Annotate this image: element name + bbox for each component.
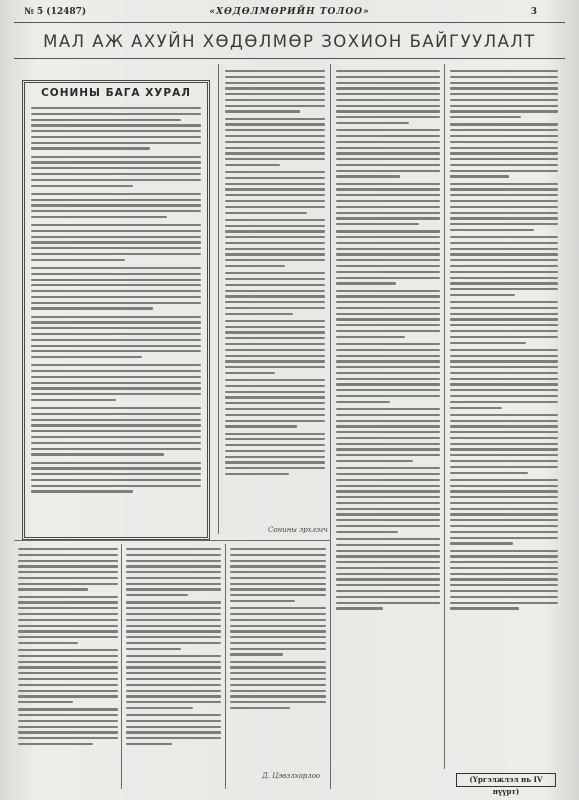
author-signature: Д. Цэвэлхорлоо — [262, 772, 321, 780]
editorial-box — [22, 80, 210, 540]
column-divider — [121, 544, 122, 789]
article-column-bottom-2 — [126, 548, 221, 749]
article-column-2 — [225, 70, 325, 479]
continued-note: (Үргэлжлэл нь IV нүүрт) — [456, 773, 556, 787]
article-column-3 — [336, 70, 440, 613]
column-divider — [330, 64, 331, 789]
article-column-bottom-3 — [230, 548, 326, 713]
column-divider — [444, 64, 445, 769]
running-header — [14, 4, 565, 20]
article-column-4 — [450, 70, 558, 613]
newspaper-name: «ХӨДӨЛМӨРИЙН ТОЛОО» — [209, 7, 370, 17]
editor-signature: Сонины эрхлэгч — [268, 526, 328, 534]
box-title: СОНИНЫ БАГА ХУРАЛ — [41, 87, 191, 99]
page-number: 3 — [530, 7, 537, 17]
section-rule — [14, 540, 330, 541]
page-headline: МАЛ АЖ АХУЙН ХӨДӨЛМӨР ЗОХИОН БАЙГУУЛАЛТ — [43, 32, 536, 51]
header-rule — [14, 22, 565, 23]
box-text-block — [31, 107, 201, 496]
column-divider — [225, 544, 226, 789]
article-column-bottom-1 — [18, 548, 118, 749]
column-divider — [218, 64, 219, 534]
headline-rule — [14, 58, 565, 59]
issue-number: № 5 (12487) — [24, 7, 87, 17]
